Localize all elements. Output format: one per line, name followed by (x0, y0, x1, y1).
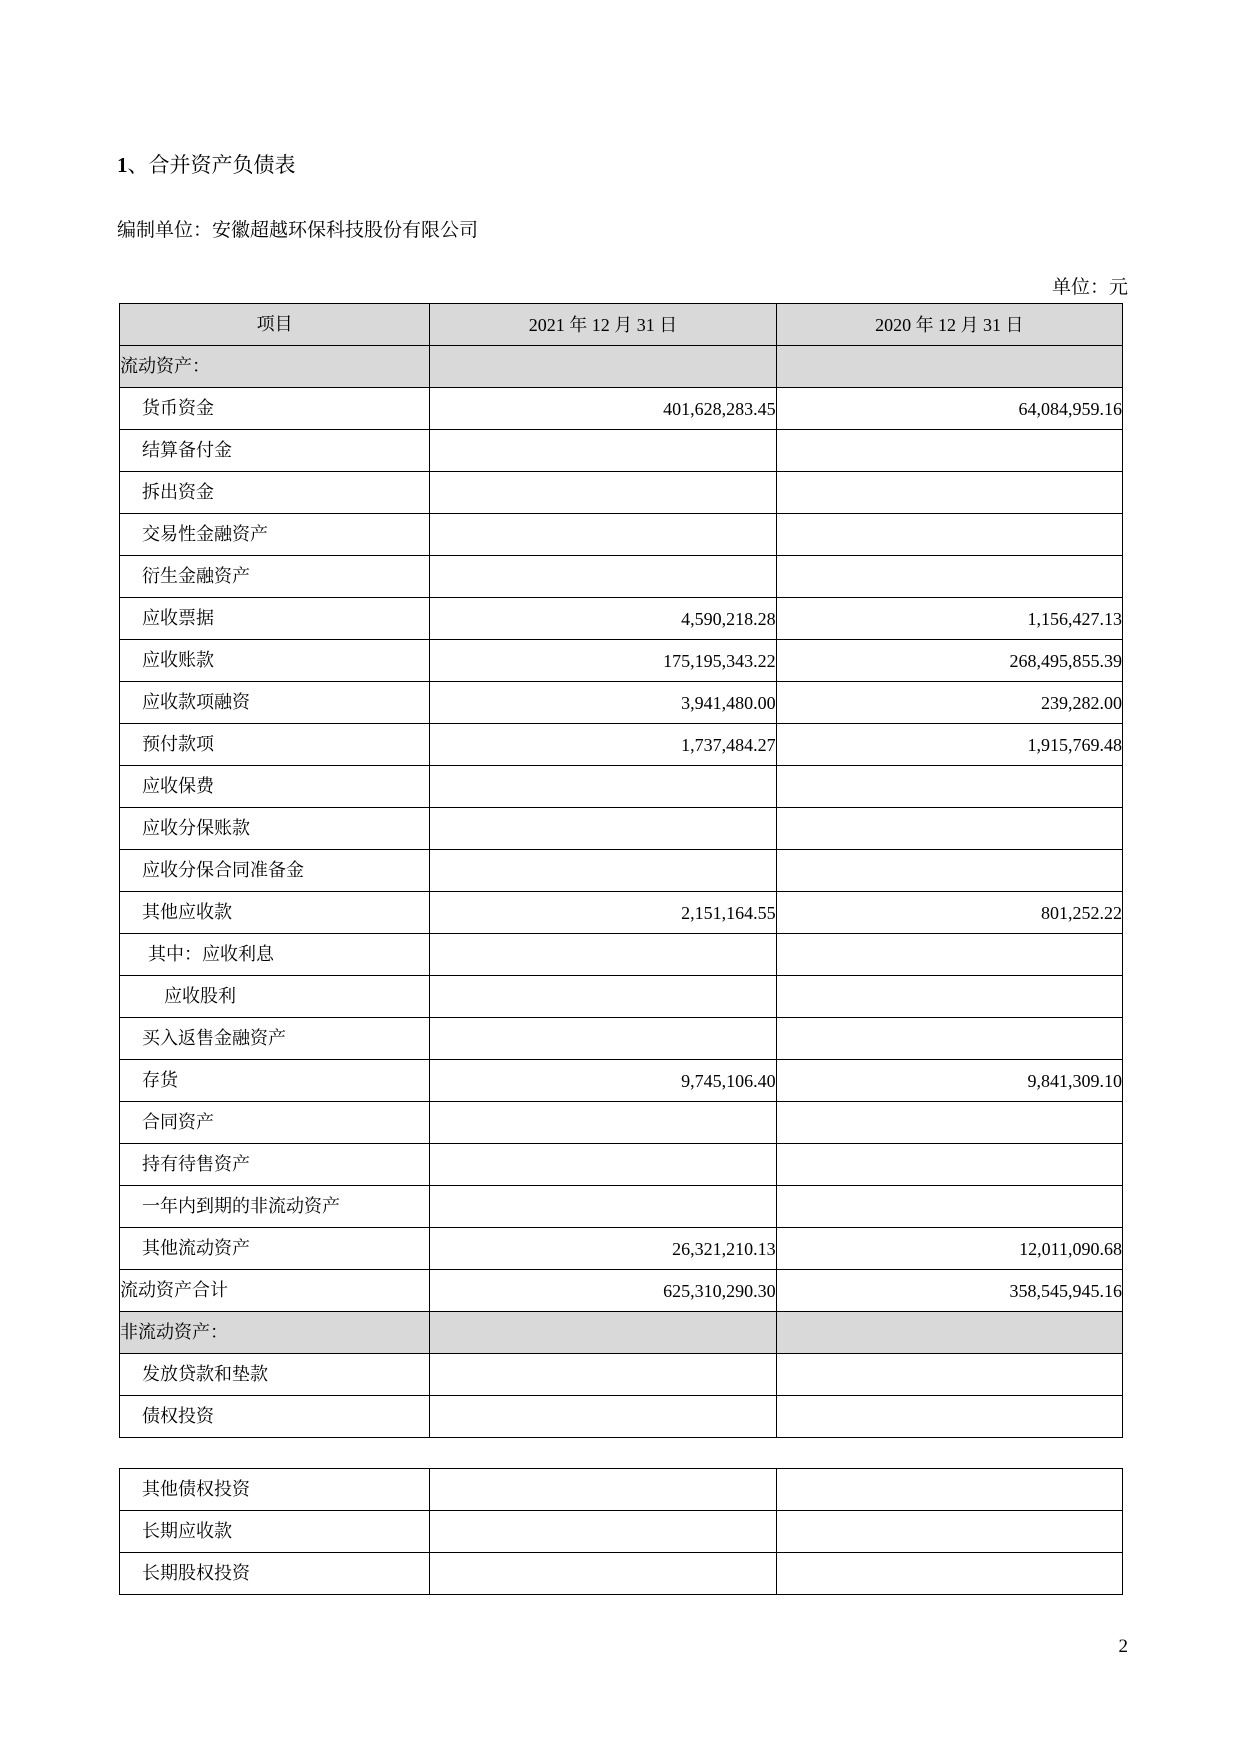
value-2020 (776, 1312, 1122, 1354)
table-row (120, 850, 1123, 892)
value-2021 (430, 808, 776, 850)
row-label: 衍生金融资产 (120, 556, 430, 598)
row-label: 合同资产 (120, 1102, 430, 1144)
row-label: 应收款项融资 (120, 682, 430, 724)
row-label: 长期股权投资 (120, 1553, 430, 1595)
row-label: 应收保费 (120, 766, 430, 808)
value-2021 (430, 1469, 776, 1511)
table-row (120, 976, 1123, 1018)
value-2020: 358,545,945.16 (776, 1270, 1122, 1312)
table-row (120, 766, 1123, 808)
value-2021 (430, 1102, 776, 1144)
value-2020 (776, 1553, 1122, 1595)
value-2020: 1,915,769.48 (776, 724, 1122, 766)
preparer-line: 编制单位：安徽超越环保科技股份有限公司 (117, 219, 479, 241)
table-row (120, 892, 1123, 934)
row-label: 其中：应收利息 (120, 934, 430, 976)
row-label: 流动资产： (120, 346, 430, 388)
value-2020 (776, 514, 1122, 556)
value-2021 (430, 472, 776, 514)
row-label: 债权投资 (120, 1396, 430, 1438)
table-row (120, 1511, 1123, 1553)
currency-unit: 单位：元 (1051, 276, 1128, 298)
value-2020: 12,011,090.68 (776, 1228, 1122, 1270)
row-label: 应收分保账款 (120, 808, 430, 850)
row-label: 发放贷款和垫款 (120, 1354, 430, 1396)
value-2021 (430, 1186, 776, 1228)
value-2021 (430, 976, 776, 1018)
value-2021 (430, 1018, 776, 1060)
row-label: 持有待售资产 (120, 1144, 430, 1186)
value-2020 (776, 472, 1122, 514)
value-2020 (776, 430, 1122, 472)
balance-sheet-table-continued (119, 1468, 1123, 1595)
column-header-item: 项目 (120, 304, 430, 346)
row-label: 预付款项 (120, 724, 430, 766)
value-2021 (430, 766, 776, 808)
table-row (120, 1060, 1123, 1102)
table-row (120, 682, 1123, 724)
value-2020 (776, 934, 1122, 976)
column-header-2020: 2020 年 12 月 31 日 (776, 304, 1122, 346)
value-2020 (776, 1469, 1122, 1511)
table-row (120, 1102, 1123, 1144)
table-row (120, 724, 1123, 766)
value-2020 (776, 766, 1122, 808)
value-2021 (430, 1354, 776, 1396)
value-2021 (430, 514, 776, 556)
value-2020 (776, 1018, 1122, 1060)
table-row (120, 388, 1123, 430)
row-label: 应收分保合同准备金 (120, 850, 430, 892)
value-2020 (776, 1396, 1122, 1438)
row-label: 买入返售金融资产 (120, 1018, 430, 1060)
value-2020 (776, 850, 1122, 892)
row-label: 其他应收款 (120, 892, 430, 934)
value-2021 (430, 1312, 776, 1354)
table-row (120, 346, 1123, 388)
value-2021 (430, 1511, 776, 1553)
value-2021: 401,628,283.45 (430, 388, 776, 430)
table-row (120, 934, 1123, 976)
table-row (120, 556, 1123, 598)
value-2020 (776, 1102, 1122, 1144)
table-row (120, 640, 1123, 682)
table-row (120, 598, 1123, 640)
value-2020: 9,841,309.10 (776, 1060, 1122, 1102)
value-2020 (776, 1511, 1122, 1553)
row-label: 交易性金融资产 (120, 514, 430, 556)
row-label: 存货 (120, 1060, 430, 1102)
value-2021: 26,321,210.13 (430, 1228, 776, 1270)
row-label: 其他流动资产 (120, 1228, 430, 1270)
row-label: 流动资产合计 (120, 1270, 430, 1312)
value-2020: 801,252.22 (776, 892, 1122, 934)
value-2021: 2,151,164.55 (430, 892, 776, 934)
row-label: 非流动资产： (120, 1312, 430, 1354)
value-2020: 268,495,855.39 (776, 640, 1122, 682)
table-row (120, 472, 1123, 514)
value-2021 (430, 1144, 776, 1186)
table-row (120, 430, 1123, 472)
value-2020 (776, 1144, 1122, 1186)
table-row (120, 1396, 1123, 1438)
balance-sheet-table (119, 303, 1123, 1438)
row-label: 长期应收款 (120, 1511, 430, 1553)
table-row (120, 808, 1123, 850)
row-label: 结算备付金 (120, 430, 430, 472)
table-header-row (120, 304, 1123, 346)
value-2021: 4,590,218.28 (430, 598, 776, 640)
table-row (120, 1186, 1123, 1228)
value-2020 (776, 556, 1122, 598)
table-row (120, 1553, 1123, 1595)
table-row (120, 1469, 1123, 1511)
table-row (120, 1270, 1123, 1312)
table-row (120, 1228, 1123, 1270)
row-label: 应收票据 (120, 598, 430, 640)
value-2020 (776, 808, 1122, 850)
row-label: 货币资金 (120, 388, 430, 430)
value-2021: 625,310,290.30 (430, 1270, 776, 1312)
value-2020: 239,282.00 (776, 682, 1122, 724)
value-2020 (776, 1354, 1122, 1396)
value-2020 (776, 976, 1122, 1018)
table-row (120, 1354, 1123, 1396)
value-2020 (776, 1186, 1122, 1228)
value-2021: 1,737,484.27 (430, 724, 776, 766)
statement-title-text: 、合并资产负债表 (127, 153, 296, 177)
value-2021 (430, 1553, 776, 1595)
value-2020: 1,156,427.13 (776, 598, 1122, 640)
value-2020: 64,084,959.16 (776, 388, 1122, 430)
table-row (120, 1312, 1123, 1354)
row-label: 应收股利 (120, 976, 430, 1018)
value-2021 (430, 346, 776, 388)
value-2021 (430, 1396, 776, 1438)
table-row (120, 1144, 1123, 1186)
statement-title (117, 150, 296, 180)
column-header-2021: 2021 年 12 月 31 日 (430, 304, 776, 346)
value-2021 (430, 430, 776, 472)
row-label: 应收账款 (120, 640, 430, 682)
value-2021: 9,745,106.40 (430, 1060, 776, 1102)
row-label: 其他债权投资 (120, 1469, 430, 1511)
statement-number: 1 (117, 153, 128, 177)
value-2021: 175,195,343.22 (430, 640, 776, 682)
row-label: 一年内到期的非流动资产 (120, 1186, 430, 1228)
table-row (120, 1018, 1123, 1060)
value-2021 (430, 556, 776, 598)
table-row (120, 514, 1123, 556)
page-number: 2 (1118, 1636, 1128, 1657)
value-2021 (430, 934, 776, 976)
value-2021 (430, 850, 776, 892)
row-label: 拆出资金 (120, 472, 430, 514)
value-2020 (776, 346, 1122, 388)
value-2021: 3,941,480.00 (430, 682, 776, 724)
